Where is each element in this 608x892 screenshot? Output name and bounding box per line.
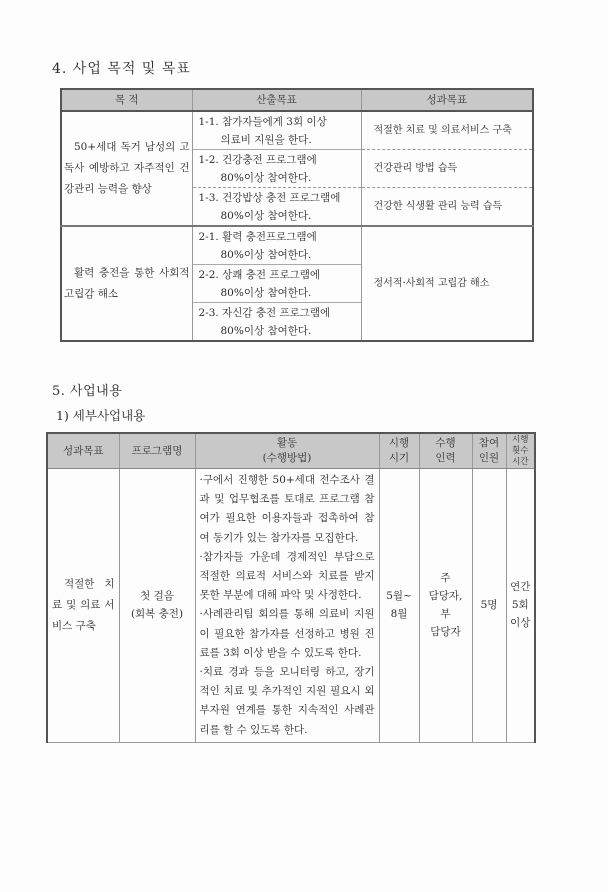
purpose-goals-table bbox=[60, 88, 534, 342]
table-row bbox=[61, 111, 533, 150]
count-line: 이상 bbox=[510, 617, 531, 630]
output-goal-line: 2-3. 자신감 충전 프로그램에 bbox=[198, 306, 331, 319]
header-line: 시행 bbox=[388, 437, 410, 449]
header-line: 인원 bbox=[478, 452, 500, 464]
output-goal-line: 2-2. 상쾌 충전 프로그램에 bbox=[198, 268, 321, 281]
outcome-goal-cell: 적절한 치료 및 의료서비스 구축 bbox=[361, 111, 533, 150]
header-program-name: 프로그램명 bbox=[119, 433, 195, 469]
outcome-goal-cell: 적절한 치료 및 의료 서비스 구축 bbox=[52, 577, 115, 632]
output-goal-line: 2-1. 활력 충전프로그램에 bbox=[198, 230, 317, 243]
header-line: 시간 bbox=[512, 456, 529, 467]
output-goal-line: 의료비 지원을 한다. bbox=[220, 133, 312, 146]
outcome-goal-cell: 건강한 식생활 관리 능력 습득 bbox=[361, 188, 533, 227]
purpose-cell: 50+세대 독거 남성의 고독사 예방하고 자주적인 건강관리 능력을 향상 bbox=[64, 141, 190, 195]
header-count-time bbox=[506, 433, 535, 469]
header-line: 참여 bbox=[478, 437, 500, 449]
header-line: 시행 bbox=[512, 434, 529, 445]
output-goal-line: 80%이상 참여한다. bbox=[220, 209, 312, 222]
output-goal-line: 80%이상 참여한다. bbox=[220, 171, 312, 184]
program-details-table bbox=[46, 432, 536, 743]
section-4-heading: 4. 사업 목적 및 목표 bbox=[52, 61, 191, 77]
output-goal-line: 1-3. 건강밥상 충전 프로그램에 bbox=[198, 191, 341, 204]
staff-cell bbox=[419, 469, 472, 743]
program-name-line: 첫 걸음 bbox=[140, 590, 174, 603]
header-staff bbox=[419, 433, 472, 469]
header-line: (수행방법) bbox=[262, 452, 312, 464]
table-header-row bbox=[47, 433, 535, 469]
count-time-cell bbox=[506, 469, 535, 743]
table-row bbox=[47, 469, 535, 743]
output-goal-line: 1-1. 참가자들에게 3회 이상 bbox=[198, 115, 327, 128]
outcome-goal-cell: 건강관리 방법 습득 bbox=[361, 150, 533, 188]
staff-line: 부 bbox=[440, 608, 451, 621]
staff-line: 담당자 bbox=[430, 626, 461, 639]
output-goal-line: 80%이상 참여한다. bbox=[220, 248, 312, 261]
output-goal-cell bbox=[192, 226, 361, 265]
table-row bbox=[61, 226, 533, 265]
header-line: 인력 bbox=[435, 452, 456, 464]
output-goal-cell bbox=[192, 265, 361, 303]
header-outcome-goal: 성과목표 bbox=[361, 89, 533, 111]
outcome-goal-cell: 정서적·사회적 고립감 해소 bbox=[361, 226, 533, 341]
output-goal-line: 80%이상 참여한다. bbox=[220, 324, 312, 337]
table-header-row bbox=[61, 89, 533, 111]
output-goal-cell bbox=[192, 111, 361, 150]
activity-item: ·사례관리팀 회의를 통해 의료비 지원이 필요한 참가자를 선정하고 병원 진료를 3회 이상 받을 수 있도록 한다. bbox=[199, 608, 375, 659]
period-cell bbox=[379, 469, 419, 743]
program-name-cell bbox=[119, 469, 195, 743]
staff-line: 주 bbox=[440, 572, 451, 585]
header-outcome-goal: 성과목표 bbox=[47, 433, 119, 469]
count-line: 5회 bbox=[511, 599, 529, 612]
header-activity bbox=[195, 433, 379, 469]
header-line: 활동 bbox=[276, 437, 298, 449]
header-period bbox=[379, 433, 419, 469]
output-goal-cell bbox=[192, 188, 361, 227]
count-line: 연간 bbox=[510, 581, 531, 594]
header-purpose: 목 적 bbox=[61, 89, 192, 111]
activity-item: ·참가자들 가운데 경제적인 부담으로 적절한 의료적 서비스와 치료를 받지 못한 부분에 대해 파악 및 사정한다. bbox=[199, 550, 375, 602]
program-name-line: (회복 충전) bbox=[130, 608, 184, 621]
activity-cell bbox=[195, 469, 379, 743]
header-line: 수행 bbox=[435, 437, 456, 449]
purpose-cell: 활력 충전을 통한 사회적 고립감 해소 bbox=[61, 226, 192, 341]
output-goal-line: 1-2. 건강충전 프로그램에 bbox=[198, 153, 317, 166]
activity-item: ·치료 경과 등을 모니터링 하고, 장기적인 치료 및 추가적인 지원 필요시 외부자원 연계를 통한 지속적인 사례관리를 할 수 있도록 한다. bbox=[199, 666, 375, 736]
activity-item: ·구에서 진행한 50+세대 전수조사 결과 및 업무협조를 토대로 프로그램 참여가 필요한 이용자들과 접촉하여 참여 동기가 있는 참가자를 모집한다. bbox=[199, 474, 375, 544]
period-line: 5월~ bbox=[386, 590, 412, 603]
header-participants bbox=[472, 433, 506, 469]
output-goal-cell bbox=[192, 150, 361, 188]
output-goal-cell bbox=[192, 303, 361, 342]
output-goal-line: 80%이상 참여한다. bbox=[220, 286, 312, 299]
staff-line: 담당자, bbox=[428, 590, 463, 603]
subsection-heading: 1) 세부사업내용 bbox=[56, 408, 146, 423]
section-5-heading: 5. 사업내용 bbox=[52, 384, 123, 399]
period-line: 8월 bbox=[390, 608, 408, 621]
header-line: 횟수 bbox=[512, 445, 529, 456]
header-line: 시기 bbox=[388, 452, 410, 464]
header-output-goal: 산출목표 bbox=[192, 89, 361, 111]
participants-cell: 5명 bbox=[472, 469, 506, 743]
